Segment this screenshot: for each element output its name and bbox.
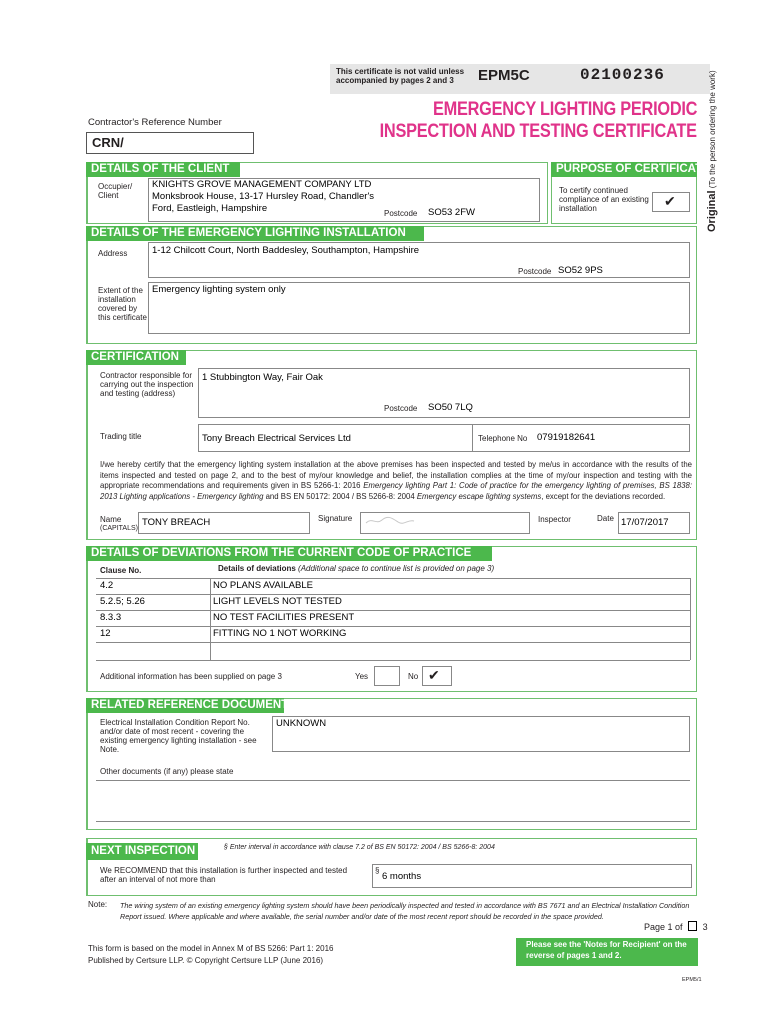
installation-postcode: SO52 9PS (558, 265, 603, 276)
eicr-value: UNKNOWN (276, 718, 327, 729)
validity-notice: This certificate is not valid unless accompanied by pages 2 and 3 (336, 67, 465, 85)
next-inspection-heading: NEXT INSPECTION (86, 843, 198, 860)
date-label: Date (597, 514, 614, 523)
additional-info-label: Additional information has been supplied on page 3 (100, 672, 282, 681)
dev-line (96, 642, 690, 643)
side-original-label: Original (To the person ordering the work) (706, 70, 718, 232)
contractor-ref-label: Contractor's Reference Number (88, 117, 222, 128)
telephone-divider (472, 424, 473, 452)
name-caps-label: (CAPITALS) (100, 525, 138, 532)
yes-checkbox[interactable] (374, 666, 400, 686)
deviations-table (96, 578, 690, 660)
installation-postcode-label: Postcode (518, 267, 552, 276)
name-label: Name (100, 515, 122, 524)
trading-title: Tony Breach Electrical Services Ltd (202, 433, 351, 444)
installation-address: 1-12 Chilcott Court, North Baddesley, Southampton, Hampshire (152, 245, 420, 256)
purpose-text: To certify continued compliance of an existing installation (559, 186, 649, 213)
published-text: Published by Certsure LLP. © Copyright Certsure LLP (June 2016) (88, 956, 324, 965)
eicr-field[interactable] (272, 716, 690, 752)
purpose-tick: ✔ (664, 193, 676, 209)
dev-line (96, 660, 690, 661)
dev-right-edge (690, 578, 691, 660)
purpose-heading: PURPOSE OF CERTIFICATE (551, 162, 697, 177)
yes-label: Yes (355, 672, 369, 681)
note-label: Note: (88, 900, 108, 909)
installation-heading: DETAILS OF THE EMERGENCY LIGHTING INSTALLATION (86, 226, 424, 241)
no-tick: ✔ (428, 667, 440, 683)
dev-col-divider (210, 578, 211, 660)
deviation-clause: 12 (100, 628, 111, 639)
contractor-address: 1 Stubbington Way, Fair Oak (202, 372, 323, 383)
page-total-box (688, 921, 697, 931)
deviation-detail: LIGHT LEVELS NOT TESTED (213, 596, 342, 607)
deviations-heading: DETAILS OF DEVIATIONS FROM THE CURRENT CODE OF PRACTICE (86, 546, 492, 561)
telephone-label: Telephone No (478, 434, 528, 443)
client-line3: Ford, Eastleigh, Hampshire (152, 203, 268, 214)
deviation-detail: FITTING NO 1 NOT WORKING (213, 628, 347, 639)
other-docs-field[interactable] (96, 780, 690, 822)
contractor-label: Contractor responsible for carrying out the inspection and testing (address) (100, 371, 194, 398)
section-mark: § (375, 866, 380, 875)
other-docs-label: Other documents (if any) please state (100, 767, 234, 776)
note-text: The wiring system of an existing emergency lighting system should have been periodically inspected and tested in accordance with BS 7671 and an Electrical Installation Condition Report issued. Where applicable and where available, the serial number and/or date of the most recent report should be recorded in the space provided. (120, 901, 690, 921)
deviation-detail: NO TEST FACILITIES PRESENT (213, 612, 355, 623)
deviation-clause: 4.2 (100, 580, 114, 591)
date-value: 17/07/2017 (621, 517, 669, 528)
address-label: Address (98, 249, 128, 258)
references-heading: RELATED REFERENCE DOCUMENTS (86, 698, 284, 713)
client-line2: Monksbrook House, 13-17 Hursley Road, Chandler's (152, 191, 375, 202)
based-on-text: This form is based on the model in Annex M of BS 5266: Part 1: 2016 (88, 944, 334, 953)
trading-label: Trading title (100, 432, 142, 441)
signature-label: Signature (318, 514, 353, 523)
inspector-label: Inspector (538, 515, 571, 524)
details-header: Details of deviations (Additional space to continue list is provided on page 3) (218, 564, 495, 573)
dev-line (96, 610, 690, 611)
client-line1: KNIGHTS GROVE MANAGEMENT COMPANY LTD (152, 179, 372, 190)
certificate-title-line1: EMERGENCY LIGHTING PERIODIC (432, 99, 697, 120)
interval-note: § Enter interval in accordance with clause 7.2 of BS EN 50172: 2004 / BS 5266-8: 2004 (224, 844, 495, 851)
form-code: EPM5C (478, 67, 530, 84)
page-number: Page 1 of 3 (644, 922, 708, 932)
deviation-clause: 8.3.3 (100, 612, 122, 623)
telephone-value: 07919182641 (537, 432, 596, 443)
client-postcode-label: Postcode (384, 209, 418, 218)
dev-line (96, 578, 690, 579)
deviation-detail: NO PLANS AVAILABLE (213, 580, 313, 591)
client-heading: DETAILS OF THE CLIENT (86, 162, 240, 177)
name-value: TONY BREACH (142, 517, 211, 528)
no-label: No (408, 672, 419, 681)
interval-value: 6 months (382, 871, 422, 882)
serial-number: 02100236 (580, 66, 665, 84)
form-ref: EPM5/1 (682, 977, 702, 983)
certification-statement: I/we hereby certify that the emergency lighting system installation at the above premises has been inspected and tested by me/us in accordance with the results of the items inspected and tested on page 2, and to the best of my/our knowledge and belief, the installation complies at the time of my/our inspection and testing with the appropriate recommendations and requirements given in BS 5266-1: 2016 Emergency lighting Part 1: Code of practice for the emergency lighting of premises, BS 1838: 2013 Lighting applications - Emergency lighting and BS EN 50172: 2004 / BS 5266-8: 2004 Emergency escape lighting systems, except for the deviations recorded. (100, 460, 693, 501)
signature-mark (364, 514, 424, 528)
certificate-title-line2: INSPECTION AND TESTING CERTIFICATE (379, 121, 697, 142)
contractor-postcode-label: Postcode (384, 404, 418, 413)
deviation-clause: 5.2.5; 5.26 (100, 596, 145, 607)
extent-label: Extent of the installation covered by this certificate (98, 286, 147, 322)
recipient-note: Please see the 'Notes for Recipient' on the reverse of pages 1 and 2. (526, 940, 687, 960)
eicr-label: Electrical Installation Condition Report No. and/or date of most recent - covering the existing emergency lighting installation - see Note. (100, 718, 257, 754)
clause-header: Clause No. (100, 566, 142, 575)
extent-value: Emergency lighting system only (152, 284, 286, 295)
occupier-label: Occupier/ Client (98, 182, 133, 200)
recommend-text: We RECOMMEND that this installation is further inspected and tested after an interval of not more than (100, 866, 348, 884)
client-postcode: SO53 2FW (428, 207, 475, 218)
contractor-postcode: SO50 7LQ (428, 402, 473, 413)
crn-value: CRN/ (92, 135, 124, 150)
dev-line (96, 594, 690, 595)
dev-line (96, 626, 690, 627)
certification-heading: CERTIFICATION (86, 350, 186, 365)
